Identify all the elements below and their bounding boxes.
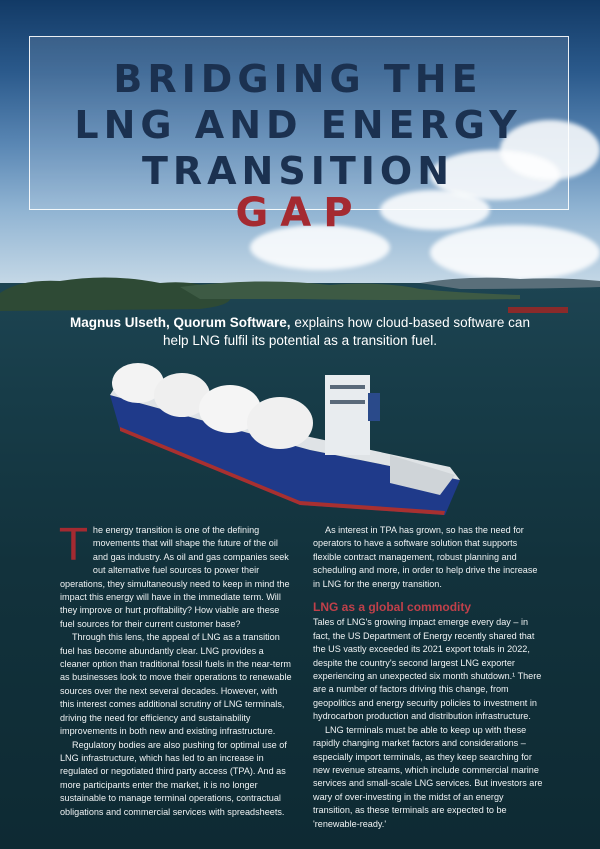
body-paragraph: Regulatory bodies are also pushing for optimal use of LNG infrastructure, which has led to an increase in regulated or negotiated third party access (TPA). And as more participants enter the market, it is no longer sustainable to manage terminal operations, contractual obligations and commercial services with spreadsheets. (60, 739, 287, 817)
body-paragraph: LNG terminals must be able to keep up with these rapidly changing market factors and considerations – especially import terminals, as they keep searching for new revenue streams, which include commercial marine services and small-scale LNG services. But investors are wary of over-investing in the midst of an energy transition, as these terminals are expected to be 'renewable-ready.' (313, 724, 543, 829)
body-paragraph: As interest in TPA has grown, so has the need for operators to have a software solution that supports flexible contract management, robust planning and scheduling and more, in order to help drive the increase in LNG for the energy transition. (313, 525, 538, 589)
headline-line-2: LNG AND ENERGY (74, 103, 522, 147)
body-paragraph: Through this lens, the appeal of LNG as a transition fuel has become abundantly clear. LNG provides a cleaner option than traditional fossil fuels in the near-term as businesses look to move their operations to renewable sources over the next several decades. However, with this interest comes additional scrutiny of LNG terminals, driving the need for efficiency and sustainability improvements in both new and existing infrastructure. (60, 632, 292, 737)
body-column-right (313, 524, 545, 831)
headline-gap: GAP (235, 190, 365, 236)
body-column-left (60, 520, 292, 819)
body-paragraph: The energy transition is one of the defining movements that will shape the future of the oil and gas industry. As oil and gas companies seek out alternative fuel sources to power their operations, they simultaneously need to keep in mind the impact this energy will have in the immediate term. Will they improve or hurt profitability? How viable are these fuel sources for their current customer base? (60, 520, 290, 629)
standfirst-text: explains how cloud-based software can help LNG fulfil its potential as a transition fuel. (163, 315, 530, 348)
standfirst (70, 314, 530, 350)
headline (29, 56, 567, 194)
coastline-illustration (0, 265, 600, 315)
standfirst-author: Magnus Ulseth, Quorum Software, (70, 315, 291, 330)
lng-carrier-ship-illustration (100, 355, 470, 530)
subheading: LNG as a global commodity (313, 600, 472, 615)
headline-line-1: BRIDGING THE (113, 57, 483, 101)
drop-cap: T (60, 520, 87, 571)
headline-line-3: TRANSITION (141, 149, 455, 193)
body-paragraph: Tales of LNG's growing impact emerge every day – in fact, the US Department of Energy recently shared that the US vastly exceeded its 2021 export totals in 2022, despite the country's second largest LNG exporter experiencing an unexpected six month shutdown.¹ There are a number of factors driving this change, from geopolitics and energy security policies to investment in hydrocarbon production and distribution infrastructure. (313, 617, 542, 722)
